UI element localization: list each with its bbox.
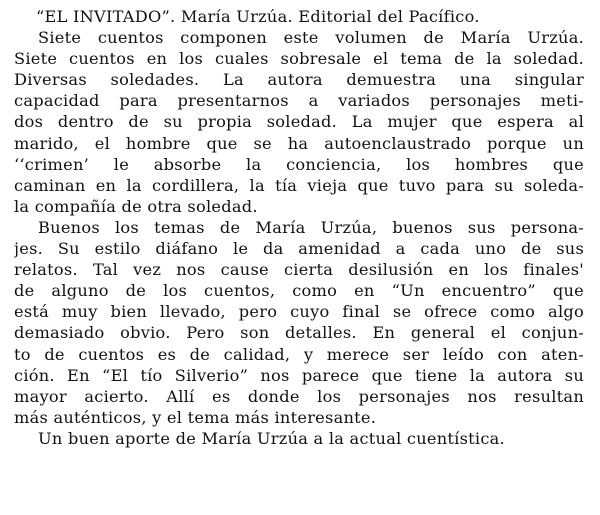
text-line: Siete cuentos en los cuales sobresale el tema de la soledad. <box>14 49 584 69</box>
text-line: la compañía de otra soledad. <box>14 196 258 216</box>
text-line: capacidad para presentarnos a variados personajes meti- <box>14 91 584 111</box>
text-line: Diversas soledades. La autora demuestra una singular <box>14 70 584 90</box>
paragraph-2 <box>14 217 584 428</box>
text-line: de alguno de los cuentos, como en “Un encuentro” que <box>14 281 584 301</box>
text-line: dos dentro de su propia soledad. La mujer que espera al <box>14 112 584 132</box>
review-header <box>14 6 584 27</box>
book-title: “EL INVITADO”. <box>36 7 176 26</box>
text-line: relatos. Tal vez nos cause cierta desilusión en los finales' <box>14 260 584 280</box>
paragraph-1 <box>14 27 584 217</box>
newspaper-clipping <box>10 4 588 508</box>
text-line: Un buen aporte de María Urzúa a la actual cuentística. <box>38 428 505 448</box>
text-line: está muy bien llevado, pero cuyo final se ofrece como algo <box>14 302 584 322</box>
text-line: Buenos los temas de María Urzúa, buenos sus persona- <box>38 217 584 237</box>
text-line: ‘‘crimen’ le absorbe la conciencia, los hombres que <box>14 154 584 174</box>
paragraph-3 <box>14 428 584 449</box>
author-publisher: María Urzúa. Editorial del Pacífico. <box>180 7 480 26</box>
text-line: Siete cuentos componen este volumen de María Urzúa. <box>38 28 584 48</box>
text-line: jes. Su estilo diáfano le da amenidad a cada uno de sus <box>14 239 584 259</box>
text-line: to de cuentos es de calidad, y merece ser leído con aten- <box>14 344 584 364</box>
text-line: más auténticos, y el tema más interesante. <box>14 407 377 427</box>
text-line: demasiado obvio. Pero son detalles. En general el conjun- <box>14 323 584 343</box>
text-line: mayor acierto. Allí es donde los personajes nos resultan <box>14 386 584 406</box>
text-line: marido, el hombre que se ha autoenclaustrado porque un <box>14 133 584 153</box>
text-line: caminan en la cordillera, la tía vieja que tuvo para su soleda- <box>14 175 584 195</box>
text-line: ción. En “El tío Silverio” nos parece que tiene la autora su <box>14 365 584 385</box>
